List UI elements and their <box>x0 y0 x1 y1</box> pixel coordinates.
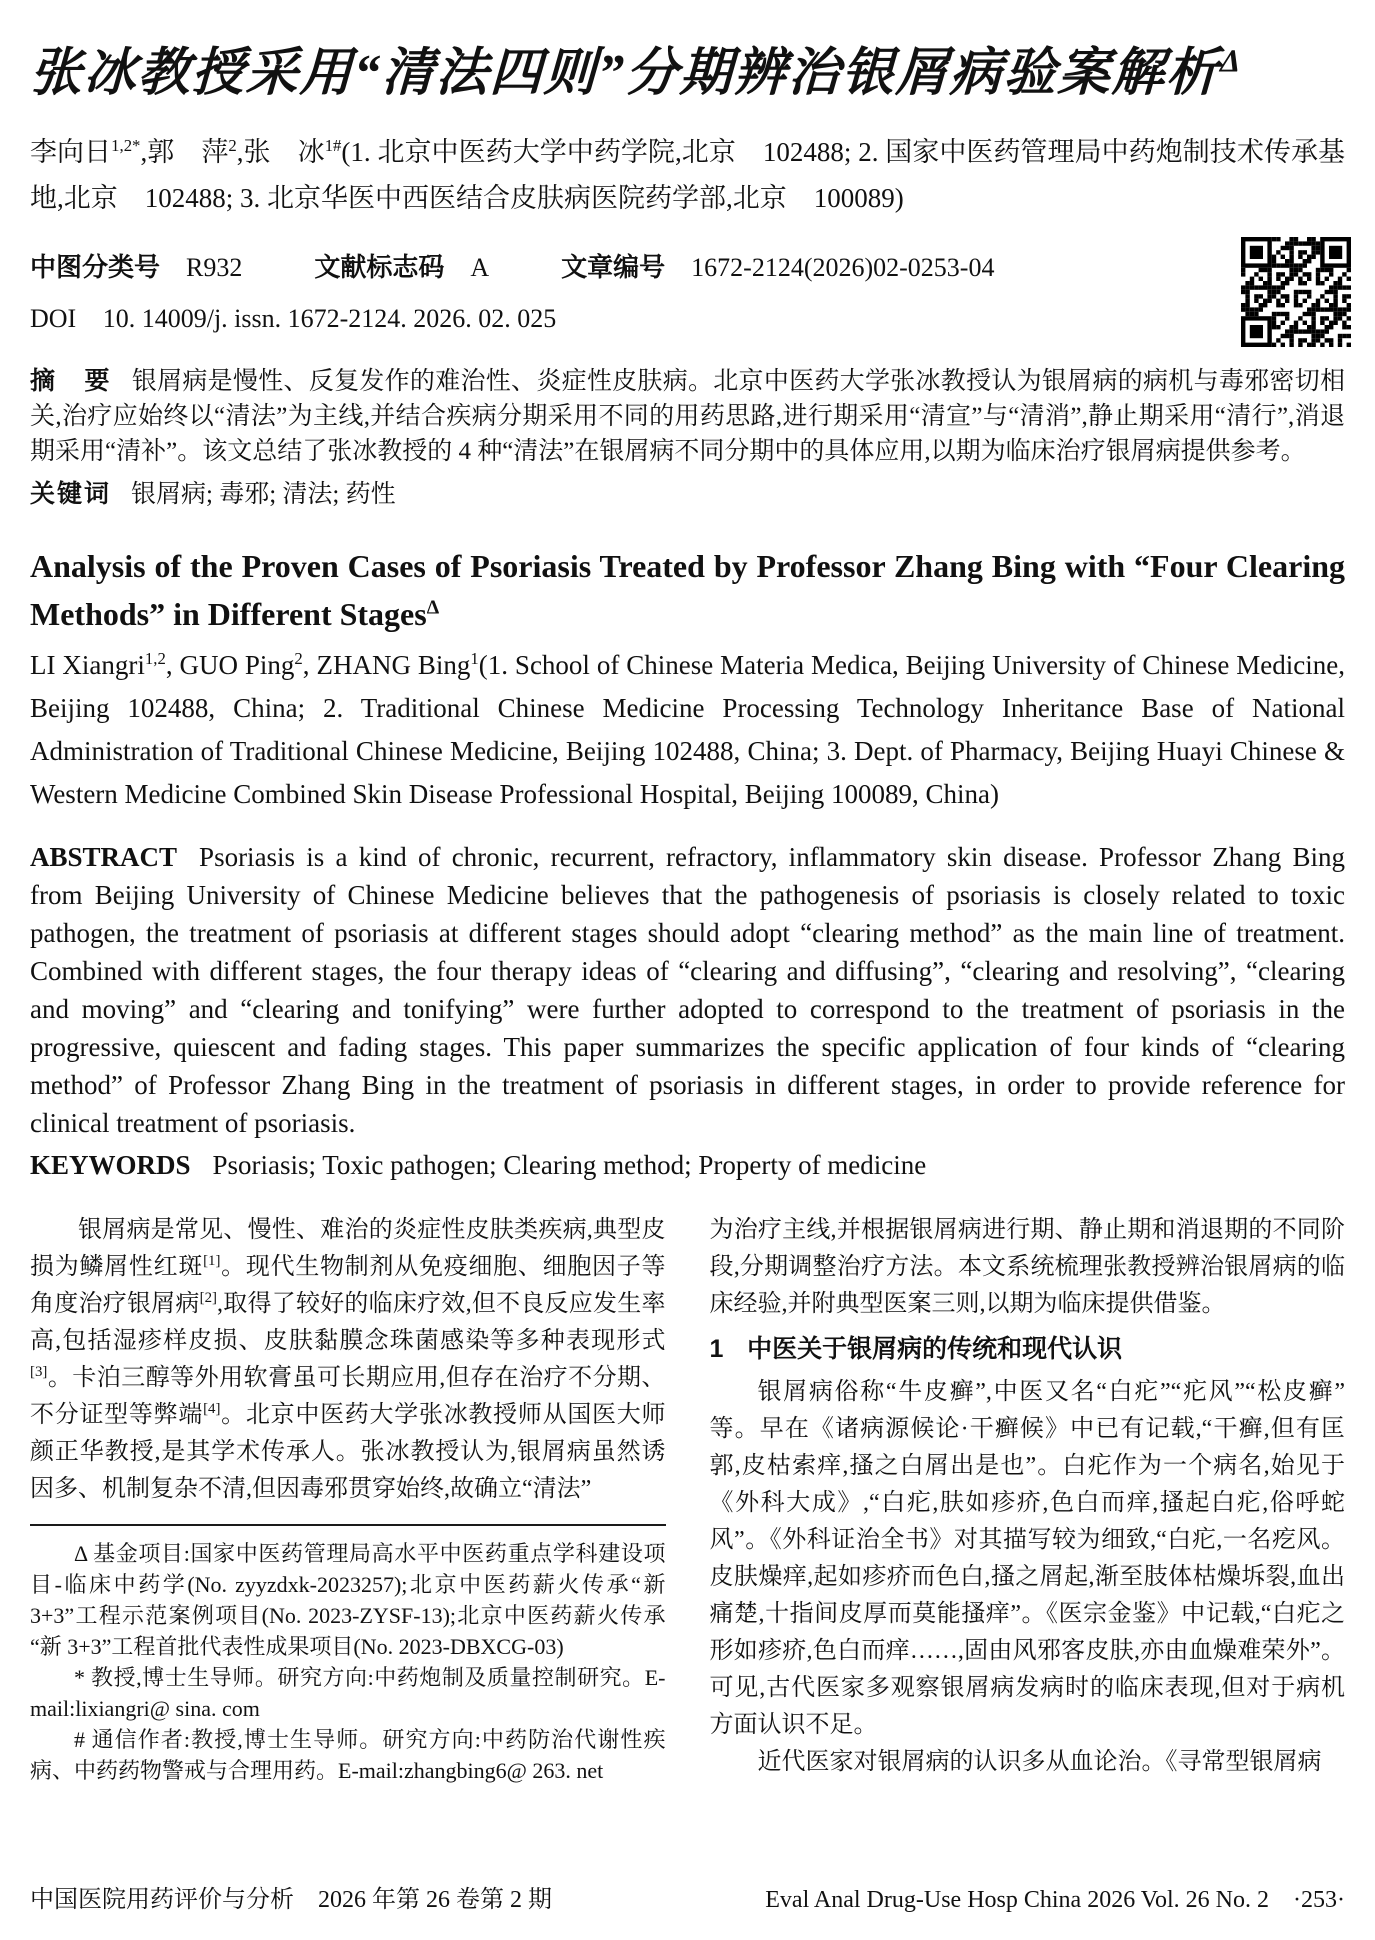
article-meta-row <box>30 247 1345 284</box>
abstract-en-text: Psoriasis is a kind of chronic, recurrent, refractory, inflammatory skin disease. Professor Zhang Bing from Beijing University of Chinese Medicine believes that the pathogenesis of psoriasis is closely related to toxic pathogen, the treatment of psoriasis at different stages should adopt “clearing method” as the main line of treatment. Combined with different stages, the four therapy ideas of “clearing and diffusing”, “clearing and resolving”, “clearing and moving” and “clearing and tonifying” were further adopted to correspond to the treatment of psoriasis in the progressive, quiescent and fading stages. This paper summarizes the specific application of four kinds of “clearing method” of Professor Zhang Bing in the treatment of psoriasis in different stages, in order to provide reference for clinical treatment of psoriasis. <box>30 842 1345 1138</box>
section-1-number: 1 <box>709 1335 724 1363</box>
article-id-group <box>561 247 994 284</box>
article-title-cn: 张冰教授采用“清法四则”分期辨治银屑病验案解析$^\Delta$ <box>28 42 1244 102</box>
article-id-value: 1672-2124(2026)02-0253-04 <box>691 253 995 282</box>
authors-affiliations-cn: 李向日$^{1,2*}$,郭 萍$^2$,张 冰$^{1\#}$(1. 北京中医药大学中药学院,北京 102488; 2. 国家中医药管理局中药炮制技术传承基地,北京 102488; 3. 北京华医中西医结合皮肤病医院药学部,北京 100089) <box>30 136 1345 213</box>
left-column <box>30 1212 666 1786</box>
clc-label: 中图分类号 <box>30 252 161 282</box>
article-id-label: 文章编号 <box>561 252 666 282</box>
footnote-funding: Δ 基金项目:国家中医药管理局高水平中医药重点学科建设项目-临床中药学(No. zyyzdxk-2023257);北京中医药薪火传承“新 3+3”工程示范案例项目(No. 2023-ZYSF-13);北京中医药薪火传承“新 3+3”工程首批代表性成果项目(No. 2023-DBXCG-03) <box>30 1541 666 1659</box>
body-paragraph: 银屑病俗称“牛皮癣”,中医又名“白疕”“疕风”“松皮癣”等。早在《诸病源候论·干癣候》中已有记载,“干癣,但有匡郭,皮枯索痒,搔之白屑出是也”。白疕作为一个病名,始见于《外科大成》,“白疕,肤如疹疥,色白而痒,搔起白疕,俗呼蛇风”。《外科证治全书》对其描写较为细致,“白疕,一名疙风。皮肤燥痒,起如疹疥而色白,搔之屑起,渐至肢体枯燥坼裂,血出痛楚,十指间皮厚而莫能搔痒”。《医宗金鉴》中记载,“白疕之形如疹疥,色白而痒……,固由风邪客皮肤,亦由血燥难荣外”。可见,古代医家多观察银屑病发病时的临床表现,但对于病机方面认识不足。 <box>709 1379 1345 1738</box>
body-paragraph: 银屑病是常见、慢性、难治的炎症性皮肤类疾病,典型皮损为鳞屑性红斑[1]。现代生物制剂从免疫细胞、细胞因子等角度治疗银屑病[2],取得了较好的临床疗效,但不良反应发生率高,包括湿疹样皮损、皮肤黏膜念珠菌感染等多种表现形式[3]。卡泊三醇等外用软膏虽可长期应用,但存在治疗不分期、不分证型等弊端[4]。北京中医药大学张冰教授师从国医大师颜正华教授,是其学术传承人。张冰教授认为,银屑病虽然诱因多、机制复杂不清,但因毒邪贯穿始终,故确立“清法” <box>30 1217 666 1502</box>
keywords-cn <box>30 477 1345 512</box>
body-paragraph: 近代医家对银屑病的认识多从血论治。《寻常型银屑病 <box>757 1749 1322 1775</box>
article-title-en: Analysis of the Proven Cases of Psoriasis Treated by Professor Zhang Bing with “Four Clearing Methods” in Different Stages$^\Delta$ <box>30 548 1345 632</box>
abstract-cn-label: 摘 要 <box>30 367 112 395</box>
keywords-cn-label: 关键词 <box>30 480 112 508</box>
footer-journal-en-page-number: Eval Anal Drug-Use Hosp China 2026 Vol. 26 No. 2 ·253· <box>765 1887 1345 1913</box>
clc-group <box>30 247 242 284</box>
authors-affiliations-en: LI Xiangri$^{1,2}$, GUO Ping$^2$, ZHANG Bing$^1$(1. School of Chinese Materia Medica, Beijing University of Chinese Medicine, Beijing 102488, China; 2. Traditional Chinese Medicine Processing Technology Inheritance Base of National Administration of Traditional Chinese Medicine, Beijing 102488, China; 3. Dept. of Pharmacy, Beijing Huayi Chinese & Western Medicine Combined Skin Disease Professional Hospital, Beijing 100089, China) <box>30 649 1346 809</box>
document-code-label: 文献标志码 <box>314 252 445 282</box>
abstract-cn-text: 银屑病是慢性、反复发作的难治性、炎症性皮肤病。北京中医药大学张冰教授认为银屑病的病机与毒邪密切相关,治疗应始终以“清法”为主线,并结合疾病分期采用不同的用药思路,进行期采用“清宣”与“清消”,静止期采用“清行”,消退期采用“清补”。该文总结了张冰教授的 4 种“清法”在银屑病不同分期中的具体应用,以期为临床治疗银屑病提供参考。 <box>30 368 1345 465</box>
keywords-en-text: Psoriasis; Toxic pathogen; Clearing method; Property of medicine <box>212 1150 927 1180</box>
abstract-en <box>30 838 1345 1142</box>
keywords-en-label: KEYWORDS <box>30 1150 191 1180</box>
section-1-title: 中医关于银屑病的传统和现代认识 <box>747 1335 1123 1363</box>
page-footer <box>30 1879 1345 1914</box>
body-paragraph: 为治疗主线,并根据银屑病进行期、静止期和消退期的不同阶段,分期调整治疗方法。本文系统梳理张教授辨治银屑病的临床经验,并附典型医案三则,以期为临床提供借鉴。 <box>709 1217 1345 1317</box>
section-1-heading <box>710 1331 1346 1368</box>
abstract-en-label: ABSTRACT <box>30 842 178 872</box>
footnote-corresponding-author: # 通信作者:教授,博士生导师。研究方向:中药防治代谢性疾病、中药药物警戒与合理用药。E-mail:zhangbing6@ 263. net <box>30 1727 666 1783</box>
doi-row <box>30 304 1345 334</box>
document-code-value: A <box>470 253 490 282</box>
footnote-block <box>30 1524 666 1786</box>
qr-code <box>1241 237 1351 347</box>
doi-value: 10. 14009/j. issn. 1672-2124. 2026. 02. 025 <box>102 304 557 333</box>
two-column-body <box>30 1212 1345 1786</box>
right-column <box>710 1212 1346 1786</box>
footnote-first-author: * 教授,博士生导师。研究方向:中药炮制及质量控制研究。E-mail:lixiangri@ sina. com <box>30 1665 666 1721</box>
document-code-group <box>314 247 489 284</box>
keywords-cn-text: 银屑病; 毒邪; 清法; 药性 <box>131 481 396 508</box>
doi-label: DOI <box>30 304 77 333</box>
abstract-cn <box>30 364 1345 469</box>
clc-value: R932 <box>186 253 243 282</box>
keywords-en <box>30 1146 1345 1184</box>
footer-journal-cn: 中国医院用药评价与分析 2026 年第 26 卷第 2 期 <box>30 1887 552 1913</box>
